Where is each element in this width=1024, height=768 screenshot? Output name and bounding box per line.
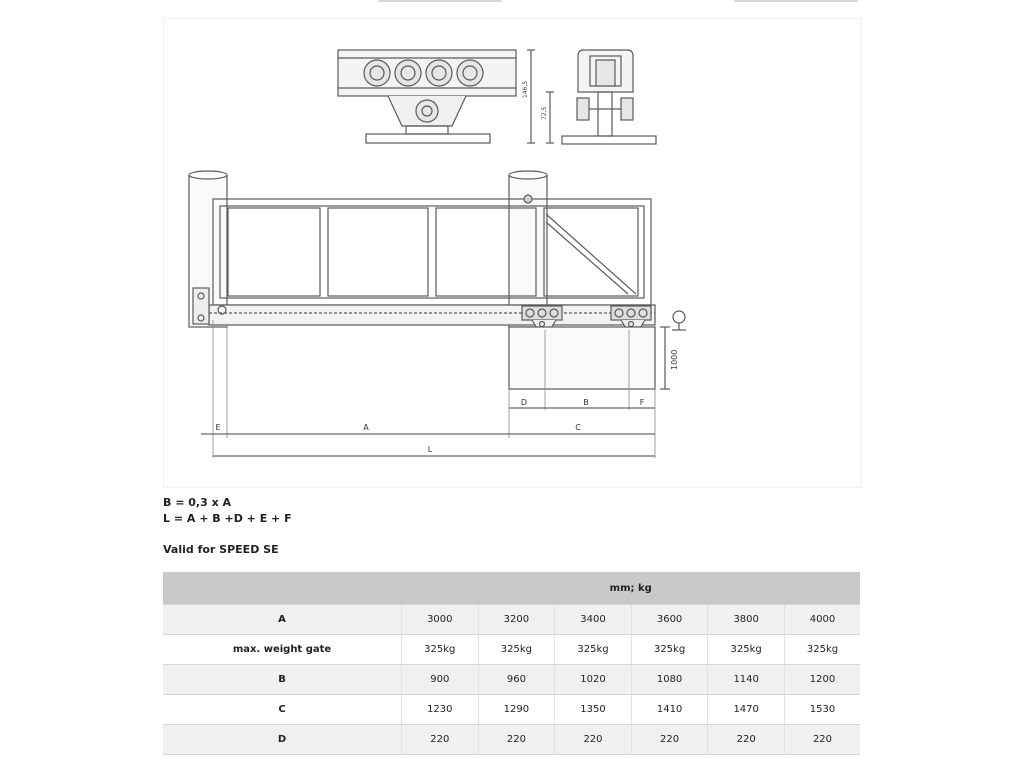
dim-height-label: 1000 [670, 349, 679, 370]
table-cell: 4000 [784, 605, 860, 635]
table-cell: 220 [708, 725, 785, 755]
dim-label-c: C [575, 423, 581, 432]
table-cell: 1350 [555, 695, 632, 725]
dim-label-b: B [583, 398, 589, 407]
table-cell: 220 [402, 725, 479, 755]
gate-carriage-2 [611, 306, 651, 330]
table-cell: 325kg [631, 635, 708, 665]
validity-note: Valid for SPEED SE [163, 543, 279, 556]
table-cell: 220 [631, 725, 708, 755]
row-label: max. weight gate [163, 635, 402, 665]
table-row [163, 665, 860, 695]
side-dim-total: 146,5 [522, 80, 529, 98]
table-cell: 1530 [784, 695, 860, 725]
table-cell: 325kg [402, 635, 479, 665]
table-cell: 325kg [784, 635, 860, 665]
table-cell: 3800 [708, 605, 785, 635]
table-cell: 3400 [555, 605, 632, 635]
dim-label-d: D [520, 398, 528, 407]
side-dim-lower: 72,5 [541, 106, 548, 120]
table-cell: 1410 [631, 695, 708, 725]
table-cell: 1020 [555, 665, 632, 695]
dim-label-l: L [427, 445, 433, 454]
track-beam [209, 305, 655, 325]
formula-b: B = 0,3 x A [163, 496, 232, 509]
row-label: C [163, 695, 402, 725]
foundation [509, 327, 655, 389]
gate-frame [213, 195, 651, 305]
end-roller-icon [673, 311, 685, 323]
table-cell: 3000 [402, 605, 479, 635]
table-cell: 3200 [478, 605, 555, 635]
table-cell: 1470 [708, 695, 785, 725]
dim-label-a: A [363, 423, 369, 432]
table-header-units: mm; kg [402, 572, 861, 605]
dim-label-e: E [215, 423, 221, 432]
table-cell: 325kg [708, 635, 785, 665]
row-label: B [163, 665, 402, 695]
table-cell: 220 [478, 725, 555, 755]
table-cell: 3600 [631, 605, 708, 635]
table-header-blank [163, 572, 402, 605]
dimensions-table [163, 572, 860, 755]
table-cell: 1140 [708, 665, 785, 695]
table-row [163, 605, 860, 635]
table-cell: 960 [478, 665, 555, 695]
dim-label-f: F [639, 398, 645, 407]
table-cell: 1080 [631, 665, 708, 695]
row-label: A [163, 605, 402, 635]
table-header-row [163, 572, 860, 605]
carriage-front-view [338, 50, 516, 143]
carriage-side-view [522, 50, 656, 144]
table-row [163, 725, 860, 755]
row-label: D [163, 725, 402, 755]
table-cell: 1200 [784, 665, 860, 695]
formula-l: L = A + B +D + E + F [163, 512, 292, 525]
table-cell: 325kg [555, 635, 632, 665]
table-cell: 220 [555, 725, 632, 755]
table-row [163, 635, 860, 665]
table-cell: 900 [402, 665, 479, 695]
table-cell: 1230 [402, 695, 479, 725]
table-cell: 220 [784, 725, 860, 755]
table-cell: 1290 [478, 695, 555, 725]
table-cell: 325kg [478, 635, 555, 665]
table-row [163, 695, 860, 725]
